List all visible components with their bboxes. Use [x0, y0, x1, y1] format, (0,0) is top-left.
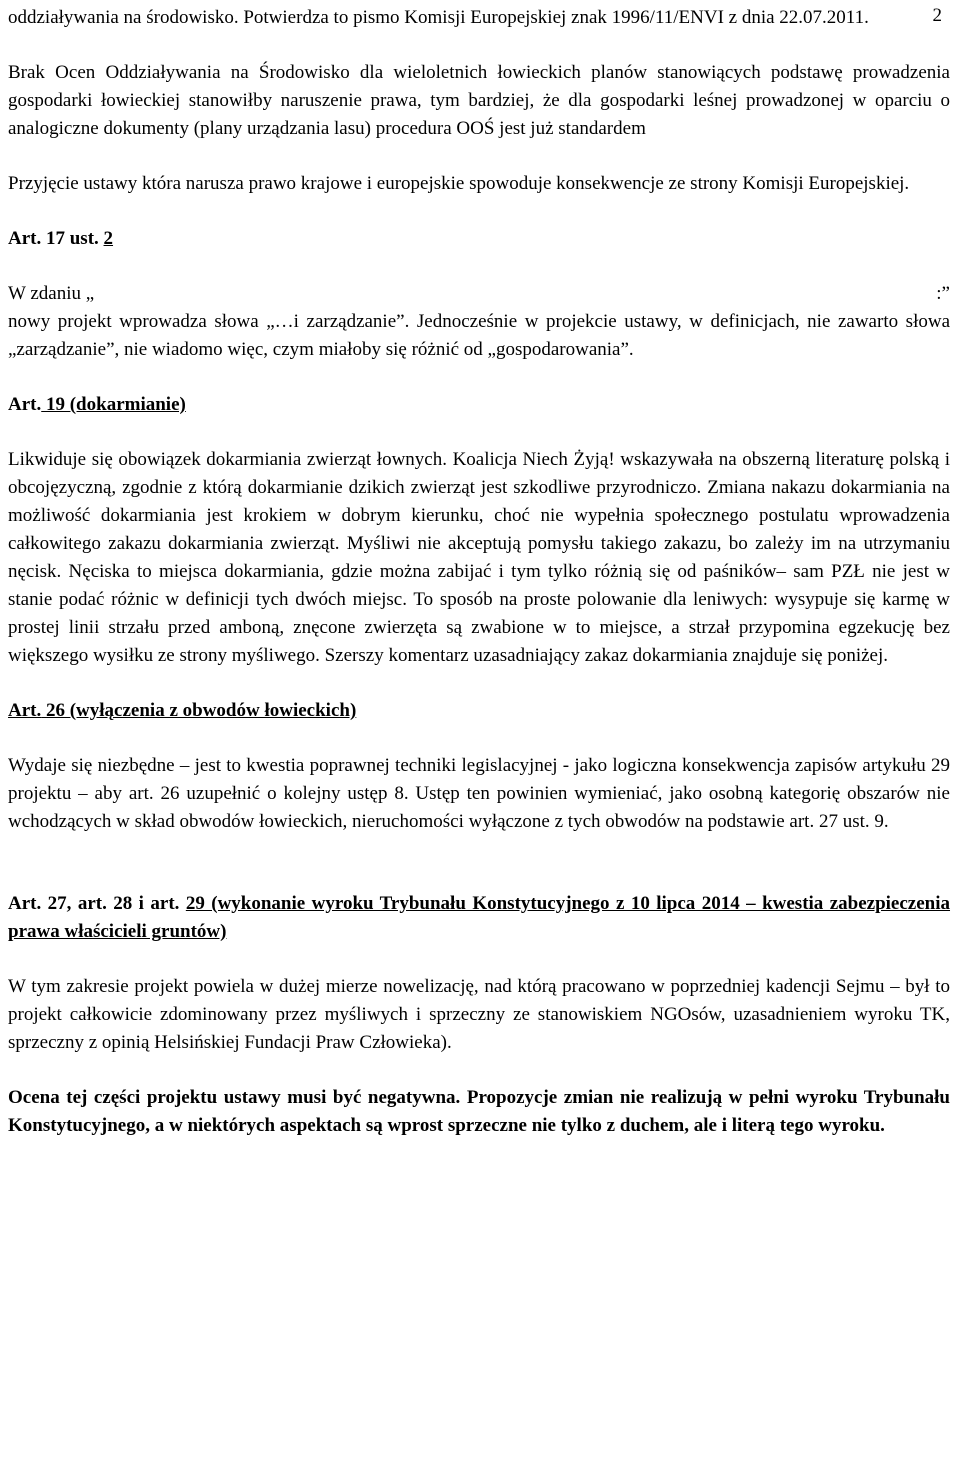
heading-art-19-prefix: Art.: [8, 394, 42, 415]
heading-art-27-title: 29 (wykonanie wyroku Trybunału Konstytucyjnego z 10 lipca 2014 – kwestia zabezpieczenia prawa właścicieli gruntów): [8, 893, 951, 942]
heading-art-17-prefix: Art. 17 ust.: [8, 228, 104, 249]
heading-art-27-28-29: [8, 890, 950, 946]
paragraph-art-26-body: Wydaje się niezbędne – jest to kwestia poprawnej techniki legislacyjnej - jako logiczna konsekwencja zapisów artykułu 29 projektu – aby art. 26 uzupełnić o kolejny ustęp 8. Ustęp ten powinien wymieniać, jako osobną kategorię obszarów nie wchodzących w skład obwodów łowieckich, nieruchomości wyłączone z tych obwodów na podstawie art. 27 ust. 9.: [8, 755, 950, 832]
paragraph-eu-consequences: Przyjęcie ustawy która narusza prawo krajowe i europejskie spowoduje konsekwencje ze strony Komisji Europejskiej.: [8, 173, 910, 194]
art-17-line-left: W zdaniu „: [8, 283, 95, 304]
art-17-line-right: :”: [936, 283, 950, 304]
paragraph-art-17-body: nowy projekt wprowadza słowa „…i zarządzanie”. Jednocześnie w projekcie ustawy, w definicjach, nie zawarto słowa „zarządzanie”, nie wiadomo więc, czym miałoby się różnić od „gospodarowania”.: [8, 311, 950, 360]
heading-art-19-title: 19 (dokarmianie): [41, 394, 186, 415]
heading-art-26-title: 26 (wyłączenia z obwodów łowieckich): [41, 700, 357, 721]
heading-art-26-prefix: Art.: [8, 700, 42, 721]
heading-art-17-number: 2: [103, 228, 114, 249]
heading-art-26: [8, 697, 950, 725]
paragraph-art-27-body: W tym zakresie projekt powiela w dużej mierze nowelizację, nad którą pracowano w poprzedniej kadencji Sejmu – był to projekt całkowicie zdominowany przez myśliwych i sprzeczny ze stanowiskiem NGOsów, uzasadnieniem wyroku TK, sprzeczny z opinią Helsińskiej Fundacji Praw Człowieka).: [8, 976, 950, 1053]
paragraph-art-19-body: Likwiduje się obowiązek dokarmiania zwierząt łownych. Koalicja Niech Żyją! wskazywała na obszerną literaturę polską i obcojęzyczną, zgodnie z którą dokarmianie dzikich zwierząt jest szkodliwe przyrodniczo. Zmiana nakazu dokarmiania na możliwość dokarmiania jest krokiem w dobrym kierunku, choć nie wypełnia społecznego postulatu wprowadzenia całkowitego zakazu dokarmiania zwierząt. Myśliwi nie akceptują pomysłu takiego zakazu, bo zależy im na utrzymaniu nęcisk. Nęciska to miejsca dokarmiania, gdzie można zabijać i tym tylko różnią się od paśników– sam PZŁ nie jest w stanie podać różnic w definicji tych dwóch miejsc. To sposób na proste polowanie dla leniwych: wysypuje się karmę w prostej linii strzału przed amboną, znęcone zwierzęta są zwabione w to miejsce, a strzał przypomina egzekucję bez większego wysiłku ze strony myśliwego. Szerszy komentarz uzasadniający zakaz dokarmiania znajduje się poniżej.: [8, 449, 950, 666]
heading-art-17: [8, 225, 950, 253]
heading-art-27-prefix: Art. 27, art. 28 i art.: [8, 893, 186, 914]
art-17-first-line: [8, 280, 950, 308]
paragraph-environmental-impact: oddziaływania na środowisko. Potwierdza to pismo Komisji Europejskiej znak 1996/11/ENVI z dnia 22.07.2011.: [8, 7, 869, 28]
document-page: [8, 4, 950, 1140]
paragraph-conclusion: Ocena tej części projektu ustawy musi być negatywna. Propozycje zmian nie realizują w pełni wyroku Trybunału Konstytucyjnego, a w niektórych aspektach są wprost sprzeczne nie tylko z duchem, ale i literą tego wyroku.: [8, 1087, 950, 1136]
heading-art-19: [8, 391, 950, 419]
page-number: 2: [932, 5, 942, 26]
paragraph-ooś-assessment: Brak Ocen Oddziaływania na Środowisko dla wieloletnich łowieckich planów stanowiących podstawę prowadzenia gospodarki łowieckiej stanowiłby naruszenie prawa, tym bardziej, że dla gospodarki leśnej prowadzonej w oparciu o analogiczne dokumenty (plany urządzania lasu) procedura OOŚ jest już standardem: [8, 62, 950, 139]
